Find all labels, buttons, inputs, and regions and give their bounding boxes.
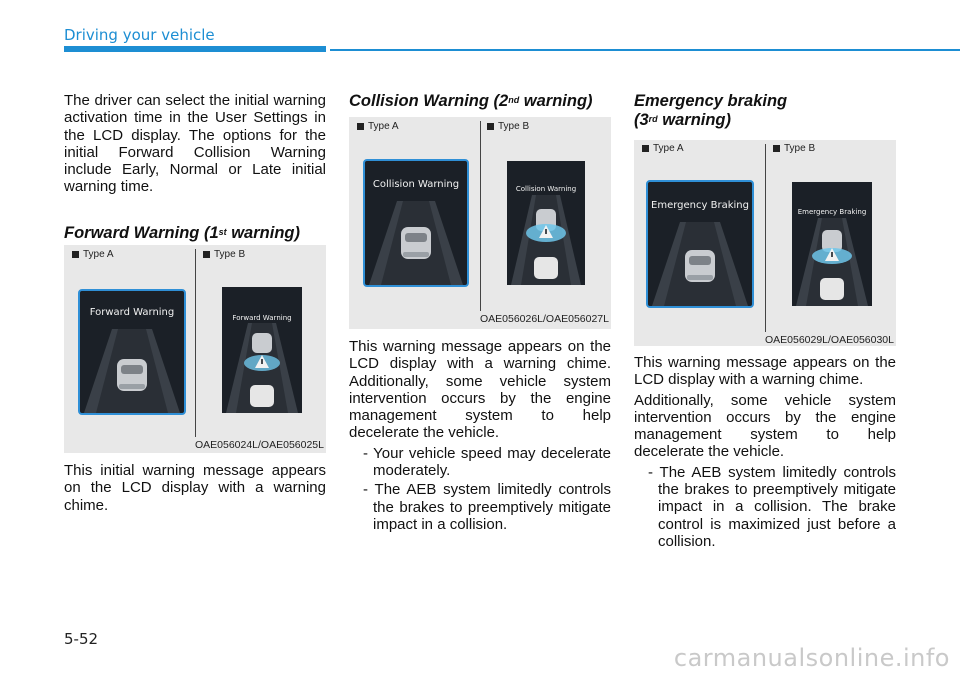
screen-title: Emergency Braking <box>797 208 867 216</box>
collision-warning-heading: Collision Warning (2nd warning) <box>349 92 593 110</box>
figure-divider <box>765 144 766 332</box>
screen-title: Collision Warning <box>372 179 460 190</box>
body-paragraph: Additionally, some vehicle system intervention occurs by the engine management system to help decelerate the vehicle. <box>634 391 896 461</box>
intro-paragraph: The driver can select the initial warning activation time in the User Settings in the LCD display. The options for the initial Forward Collision Warning include Early, Normal or Late initial warning time. <box>64 92 326 196</box>
car-on-road-icon <box>648 222 752 306</box>
screen-title: Forward Warning <box>232 314 292 322</box>
list-item: - Your vehicle speed may decelerate moderately. <box>363 444 611 480</box>
page-number: 5-52 <box>64 630 99 648</box>
lcd-screen-type-b <box>507 161 585 285</box>
figure-code: OAE056026L/OAE056027L <box>479 313 609 325</box>
figure-code: OAE056024L/OAE056025L <box>194 439 324 451</box>
screen-title: Forward Warning <box>89 307 175 318</box>
list-item: - The AEB system limitedly controls the brakes to preemptively mitigate impact in a collision. <box>363 481 611 533</box>
lcd-screen-type-a <box>78 289 186 415</box>
screen-title: Collision Warning <box>515 185 577 193</box>
car-warning-icon <box>507 195 585 285</box>
car-on-road-icon <box>80 329 184 413</box>
body-paragraph: This warning message appears on the LCD display with a warning chime. <box>634 354 896 389</box>
bullet-list <box>349 445 611 533</box>
car-warning-icon <box>222 323 302 413</box>
collision-warning-body <box>349 338 611 535</box>
square-bullet-icon <box>487 123 494 130</box>
figure-divider <box>195 249 196 437</box>
section-title: Driving your vehicle <box>64 26 215 44</box>
collision-warning-figure <box>349 117 611 329</box>
square-bullet-icon <box>773 145 780 152</box>
emergency-braking-heading: Emergency braking (3rd warning) <box>634 92 788 129</box>
figure-divider <box>480 121 481 311</box>
car-on-road-icon <box>365 201 467 285</box>
square-bullet-icon <box>642 145 649 152</box>
column-emergency-braking <box>634 92 896 130</box>
screen-title: Emergency Braking <box>651 200 749 211</box>
car-warning-icon <box>792 218 872 306</box>
square-bullet-icon <box>357 123 364 130</box>
lcd-screen-type-a <box>646 180 754 308</box>
type-b-label: Type B <box>487 121 529 132</box>
bullet-list <box>634 464 896 550</box>
header-rule-thick <box>64 46 326 52</box>
forward-warning-heading: Forward Warning (1st warning) <box>64 223 300 242</box>
type-b-label: Type B <box>203 249 245 260</box>
type-a-label: Type A <box>72 249 114 260</box>
body-paragraph: This initial warning message appears on the LCD display with a warning chime. <box>64 462 326 514</box>
forward-warning-body <box>64 462 326 514</box>
column-forward-warning <box>64 92 326 243</box>
type-a-label: Type A <box>357 121 399 132</box>
emergency-braking-figure <box>634 140 896 346</box>
header-rule-thin <box>330 49 960 51</box>
figure-code: OAE056029L/OAE056030L <box>764 334 894 346</box>
type-a-label: Type A <box>642 143 684 154</box>
lcd-screen-type-b <box>792 182 872 306</box>
emergency-braking-body <box>634 354 896 552</box>
lcd-screen-type-b <box>222 287 302 413</box>
watermark-link[interactable]: carmanualsonline.info <box>673 644 950 672</box>
square-bullet-icon <box>203 251 210 258</box>
square-bullet-icon <box>72 251 79 258</box>
list-item: - The AEB system limitedly controls the brakes to preemptively mitigate impact in a collision. The brake control is maximized just before a collision. <box>648 463 896 550</box>
type-b-label: Type B <box>773 143 815 154</box>
column-collision-warning <box>349 92 611 111</box>
lcd-screen-type-a <box>363 159 469 287</box>
body-paragraph: This warning message appears on the LCD display with a warning chime. Additionally, some vehicle system intervention occurs by the engine management system to help decelerate the vehicle. <box>349 338 611 442</box>
forward-warning-figure <box>64 245 326 453</box>
